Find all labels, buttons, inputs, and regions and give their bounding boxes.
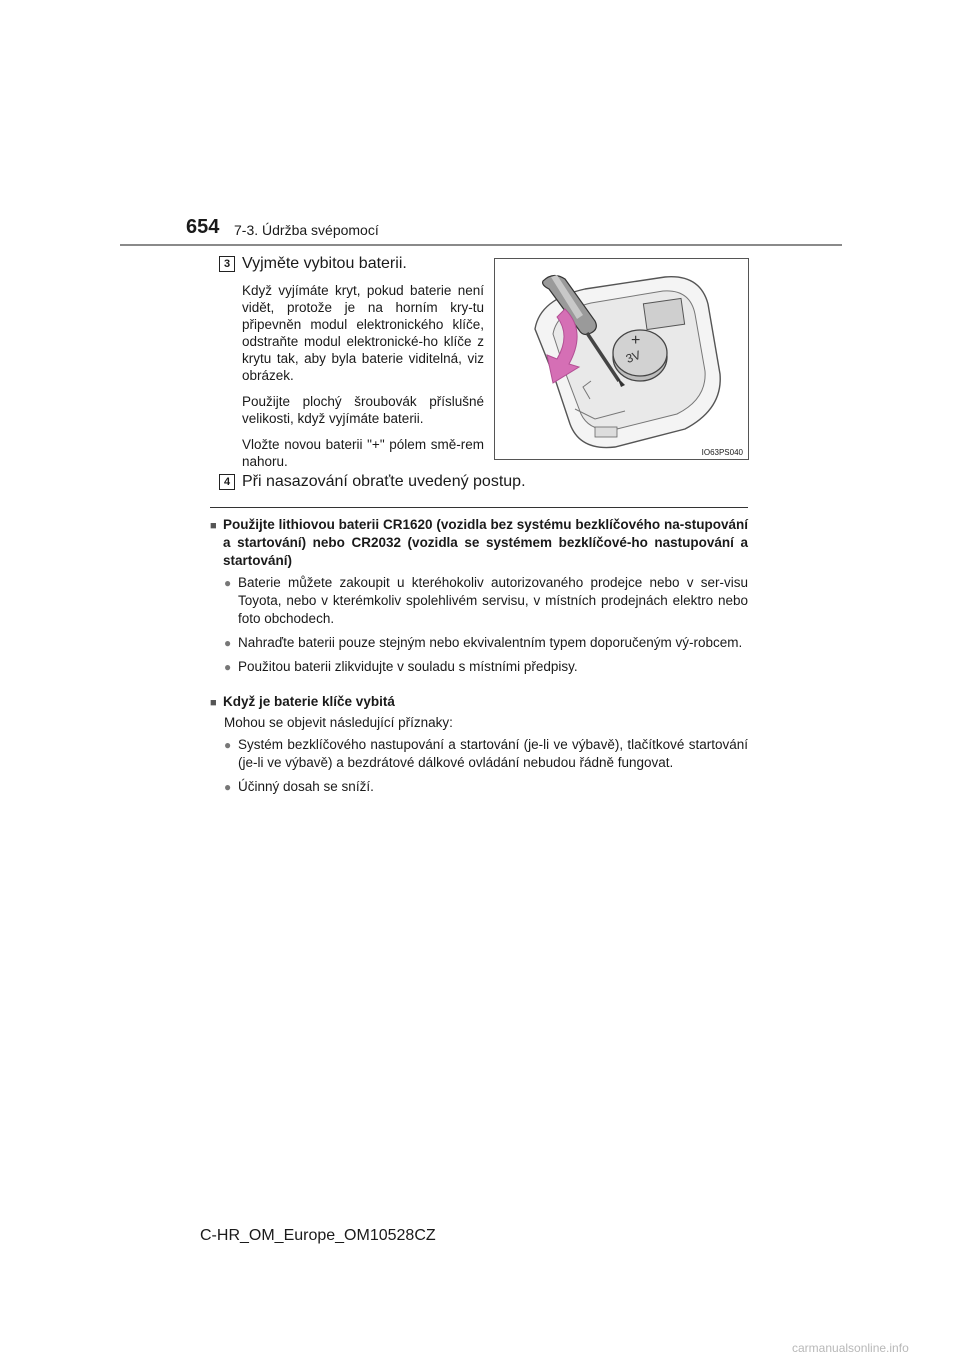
circle-bullet-icon: ● (224, 636, 232, 650)
step-4-title: Při nasazování obraťte uvedený postup. (242, 473, 526, 490)
square-bullet-icon: ■ (210, 697, 217, 709)
step-3-paragraph-1: Když vyjímáte kryt, pokud baterie není vidět, protože je na horním kry-tu připevněn modul elektronického klíče, odstraňte modul elektronické-ho klíče z krytu tak, aby byla baterie viditelná, viz obrázek. (242, 283, 484, 383)
step-3-paragraph-3: Vložte novou baterii "+" pólem smě-rem nahoru. (242, 437, 484, 469)
list-item: Systém bezklíčového nastupování a startování (je-li ve výbavě), tlačítkové startování (je-li ve výbavě) a bezdrátové dálkové ovládání nebudou řádně fungovat. (238, 737, 748, 770)
circle-bullet-icon: ● (224, 738, 232, 752)
list-item: Účinný dosah se sníží. (238, 779, 374, 794)
figure-code: IO63PS040 (701, 448, 743, 457)
circle-bullet-icon: ● (224, 576, 232, 590)
header-rule (120, 244, 842, 246)
circle-bullet-icon: ● (224, 660, 232, 674)
watermark: carmanualsonline.info (792, 1341, 909, 1355)
note-heading: Použijte lithiovou baterii CR1620 (vozidla bez systému bezklíčového na-stupování a startování) nebo CR2032 (vozidla se systémem bezklíčové-ho nastupování a startování) (223, 517, 748, 568)
dead-battery-note (210, 693, 748, 796)
battery-removal-figure (494, 258, 749, 460)
step-3-paragraph-2: Použijte plochý šroubovák příslušné velikosti, když vyjímáte baterii. (242, 394, 484, 426)
battery-type-note (210, 516, 748, 676)
list-item: Baterie můžete zakoupit u kteréhokoliv autorizovaného prodejce nebo v ser-visu Toyota, nebo v kterémkoliv spolehlivém servisu, v místních prodejnách elektro nebo foto obchodech. (238, 575, 748, 626)
battery-polarity-label: + (631, 332, 641, 349)
battery-voltage-label: 3V (624, 347, 643, 366)
list-item: Použitou baterii zlikvidujte v souladu s místními předpisy. (238, 659, 578, 674)
document-id: C-HR_OM_Europe_OM10528CZ (200, 1227, 436, 1244)
step-number-4: 4 (219, 474, 235, 490)
page-number: 654 (186, 216, 220, 238)
section-title: 7-3. Údržba svépomocí (234, 222, 379, 238)
note-intro: Mohou se objevit následující příznaky: (224, 715, 453, 730)
circle-bullet-icon: ● (224, 780, 232, 794)
section-divider (210, 507, 748, 508)
note-heading: Když je baterie klíče vybitá (223, 694, 395, 709)
key-case-illustration (495, 259, 748, 459)
square-bullet-icon: ■ (210, 520, 217, 532)
step-3-title: Vyjměte vybitou baterii. (242, 255, 407, 272)
list-item: Nahraďte baterii pouze stejným nebo ekvivalentním typem doporučeným vý-robcem. (238, 635, 743, 650)
step-number-3: 3 (219, 256, 235, 272)
